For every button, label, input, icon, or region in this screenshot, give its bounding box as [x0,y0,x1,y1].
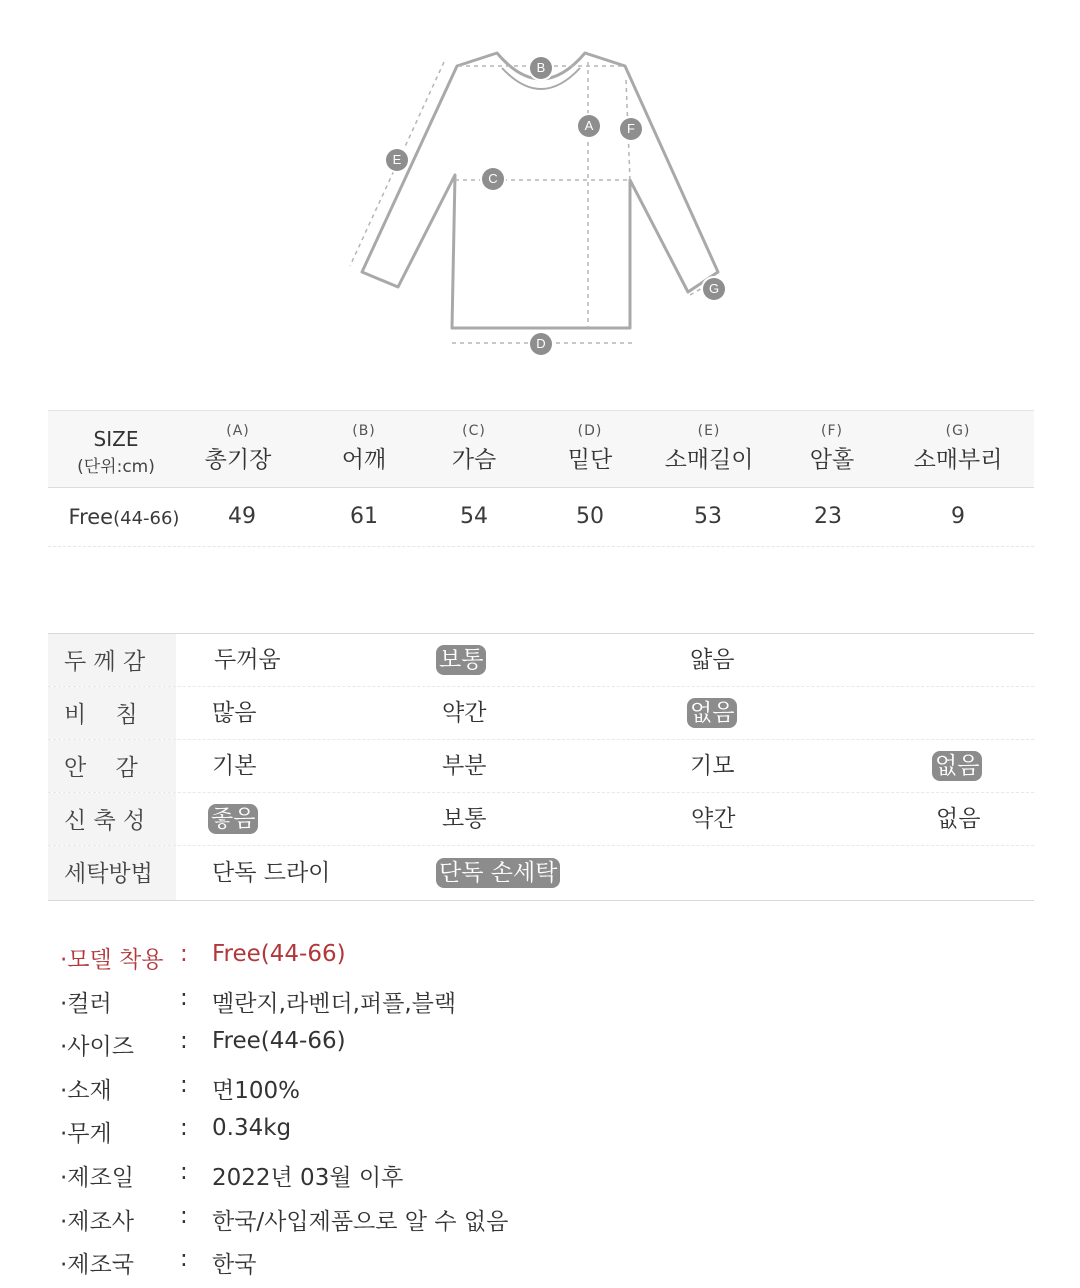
column-letter: (F) [821,423,843,439]
fabric-attributes-table [48,633,1034,901]
column-letter: (B) [352,423,376,439]
product-info-list [60,935,1020,1284]
option: 부분 [442,753,487,779]
option: 많음 [212,700,257,726]
column-name: 가슴 [451,447,497,473]
info-row-weight [60,1109,1020,1153]
option: 보통 [442,806,487,832]
attr-row-transparency [48,687,1034,740]
info-value: 0.34kg [212,1115,292,1142]
info-colon: : [180,1246,188,1273]
attr-row-washing [48,846,1034,900]
option: 약간 [691,806,736,832]
option-selected: 보통 [436,645,486,675]
column-header-g [888,411,1028,474]
column-letter: (D) [577,423,603,439]
option: 기모 [690,753,735,779]
marker-g: G [703,278,725,300]
value-c: 54 [460,504,488,529]
column-letter: (C) [462,423,486,439]
info-value: Free(44-66) [212,941,346,967]
info-value: 한국 [212,1252,257,1279]
info-key: ·사이즈 [60,1034,134,1061]
info-colon: : [180,984,188,1011]
info-value: 면100% [212,1077,300,1104]
table-row [48,488,1034,547]
option: 얇음 [690,647,735,673]
info-colon: : [180,1071,188,1098]
size-header-label-cell [48,411,184,477]
value-b: 61 [350,504,378,529]
size-header-unit: (단위:cm) [77,457,155,477]
size-header-label: SIZE [93,427,139,451]
size-table [48,410,1034,547]
marker-d: D [530,333,552,355]
info-row-manufacturer [60,1197,1020,1241]
info-colon: : [180,1158,188,1185]
column-name: 어깨 [341,447,387,473]
column-name: 소매부리 [913,447,1003,473]
marker-b: B [530,57,552,79]
option-selected: 단독 손세탁 [436,858,560,888]
option: 기본 [212,753,257,779]
attr-row-lining [48,740,1034,793]
info-value: 한국/사입제품으로 알 수 없음 [212,1208,509,1235]
option: 없음 [936,806,981,832]
option-selected: 좋음 [208,804,258,834]
column-letter: (G) [945,423,971,439]
info-colon: : [180,1202,188,1229]
info-key: ·제조일 [60,1164,134,1191]
attr-row-thickness [48,634,1034,687]
column-name: 암홀 [809,447,855,473]
size-table-header [48,410,1034,488]
column-letter: (E) [697,423,721,439]
option: 약간 [442,700,487,726]
value-f: 23 [814,504,842,529]
attr-label: 신 축 성 [48,793,176,845]
attr-row-elasticity [48,793,1034,846]
info-row-color [60,979,1020,1023]
marker-a: A [578,115,600,137]
size-name: Free [68,505,114,529]
marker-f: F [620,118,642,140]
info-row-model-fit [60,935,1020,979]
info-value: 멜란지,라벤더,퍼플,블랙 [212,990,457,1017]
attr-label: 비 침 [48,687,176,739]
info-colon: : [180,941,188,967]
value-d: 50 [576,504,604,529]
marker-e: E [386,149,408,171]
column-header-e [644,411,774,474]
column-header-f [772,411,892,474]
info-row-country [60,1240,1020,1284]
column-name: 소매길이 [664,447,754,473]
option-selected: 없음 [932,751,982,781]
option-selected: 없음 [687,698,737,728]
column-name: 밑단 [567,447,613,473]
info-key: ·컬러 [60,990,112,1017]
size-name-cell [48,488,200,548]
column-header-c [414,411,534,474]
option: 두꺼움 [214,647,281,673]
attr-label: 세탁방법 [48,846,176,900]
info-colon: : [180,1115,188,1142]
info-colon: : [180,1028,188,1055]
column-name: 총기장 [204,447,272,473]
column-header-d [530,411,650,474]
garment-size-diagram [0,0,1080,380]
size-range: (44-66) [113,508,180,529]
info-row-material [60,1066,1020,1110]
info-row-size [60,1022,1020,1066]
value-a: 49 [228,504,256,529]
info-row-manufacture-date [60,1153,1020,1197]
attr-label: 두 께 감 [48,634,176,686]
info-value: Free(44-66) [212,1028,346,1055]
value-g: 9 [951,504,965,529]
column-letter: (A) [226,423,250,439]
info-key: ·소재 [60,1077,112,1104]
info-key: ·모델 착용 [60,947,164,973]
column-header-a [178,411,298,474]
info-key: ·제조국 [60,1252,134,1279]
info-value: 2022년 03월 이후 [212,1164,404,1191]
value-e: 53 [694,504,722,529]
marker-c: C [482,168,504,190]
info-key: ·무게 [60,1121,112,1148]
option: 단독 드라이 [212,860,331,886]
info-key: ·제조사 [60,1208,134,1235]
attr-label: 안 감 [48,740,176,792]
column-header-b [304,411,424,474]
